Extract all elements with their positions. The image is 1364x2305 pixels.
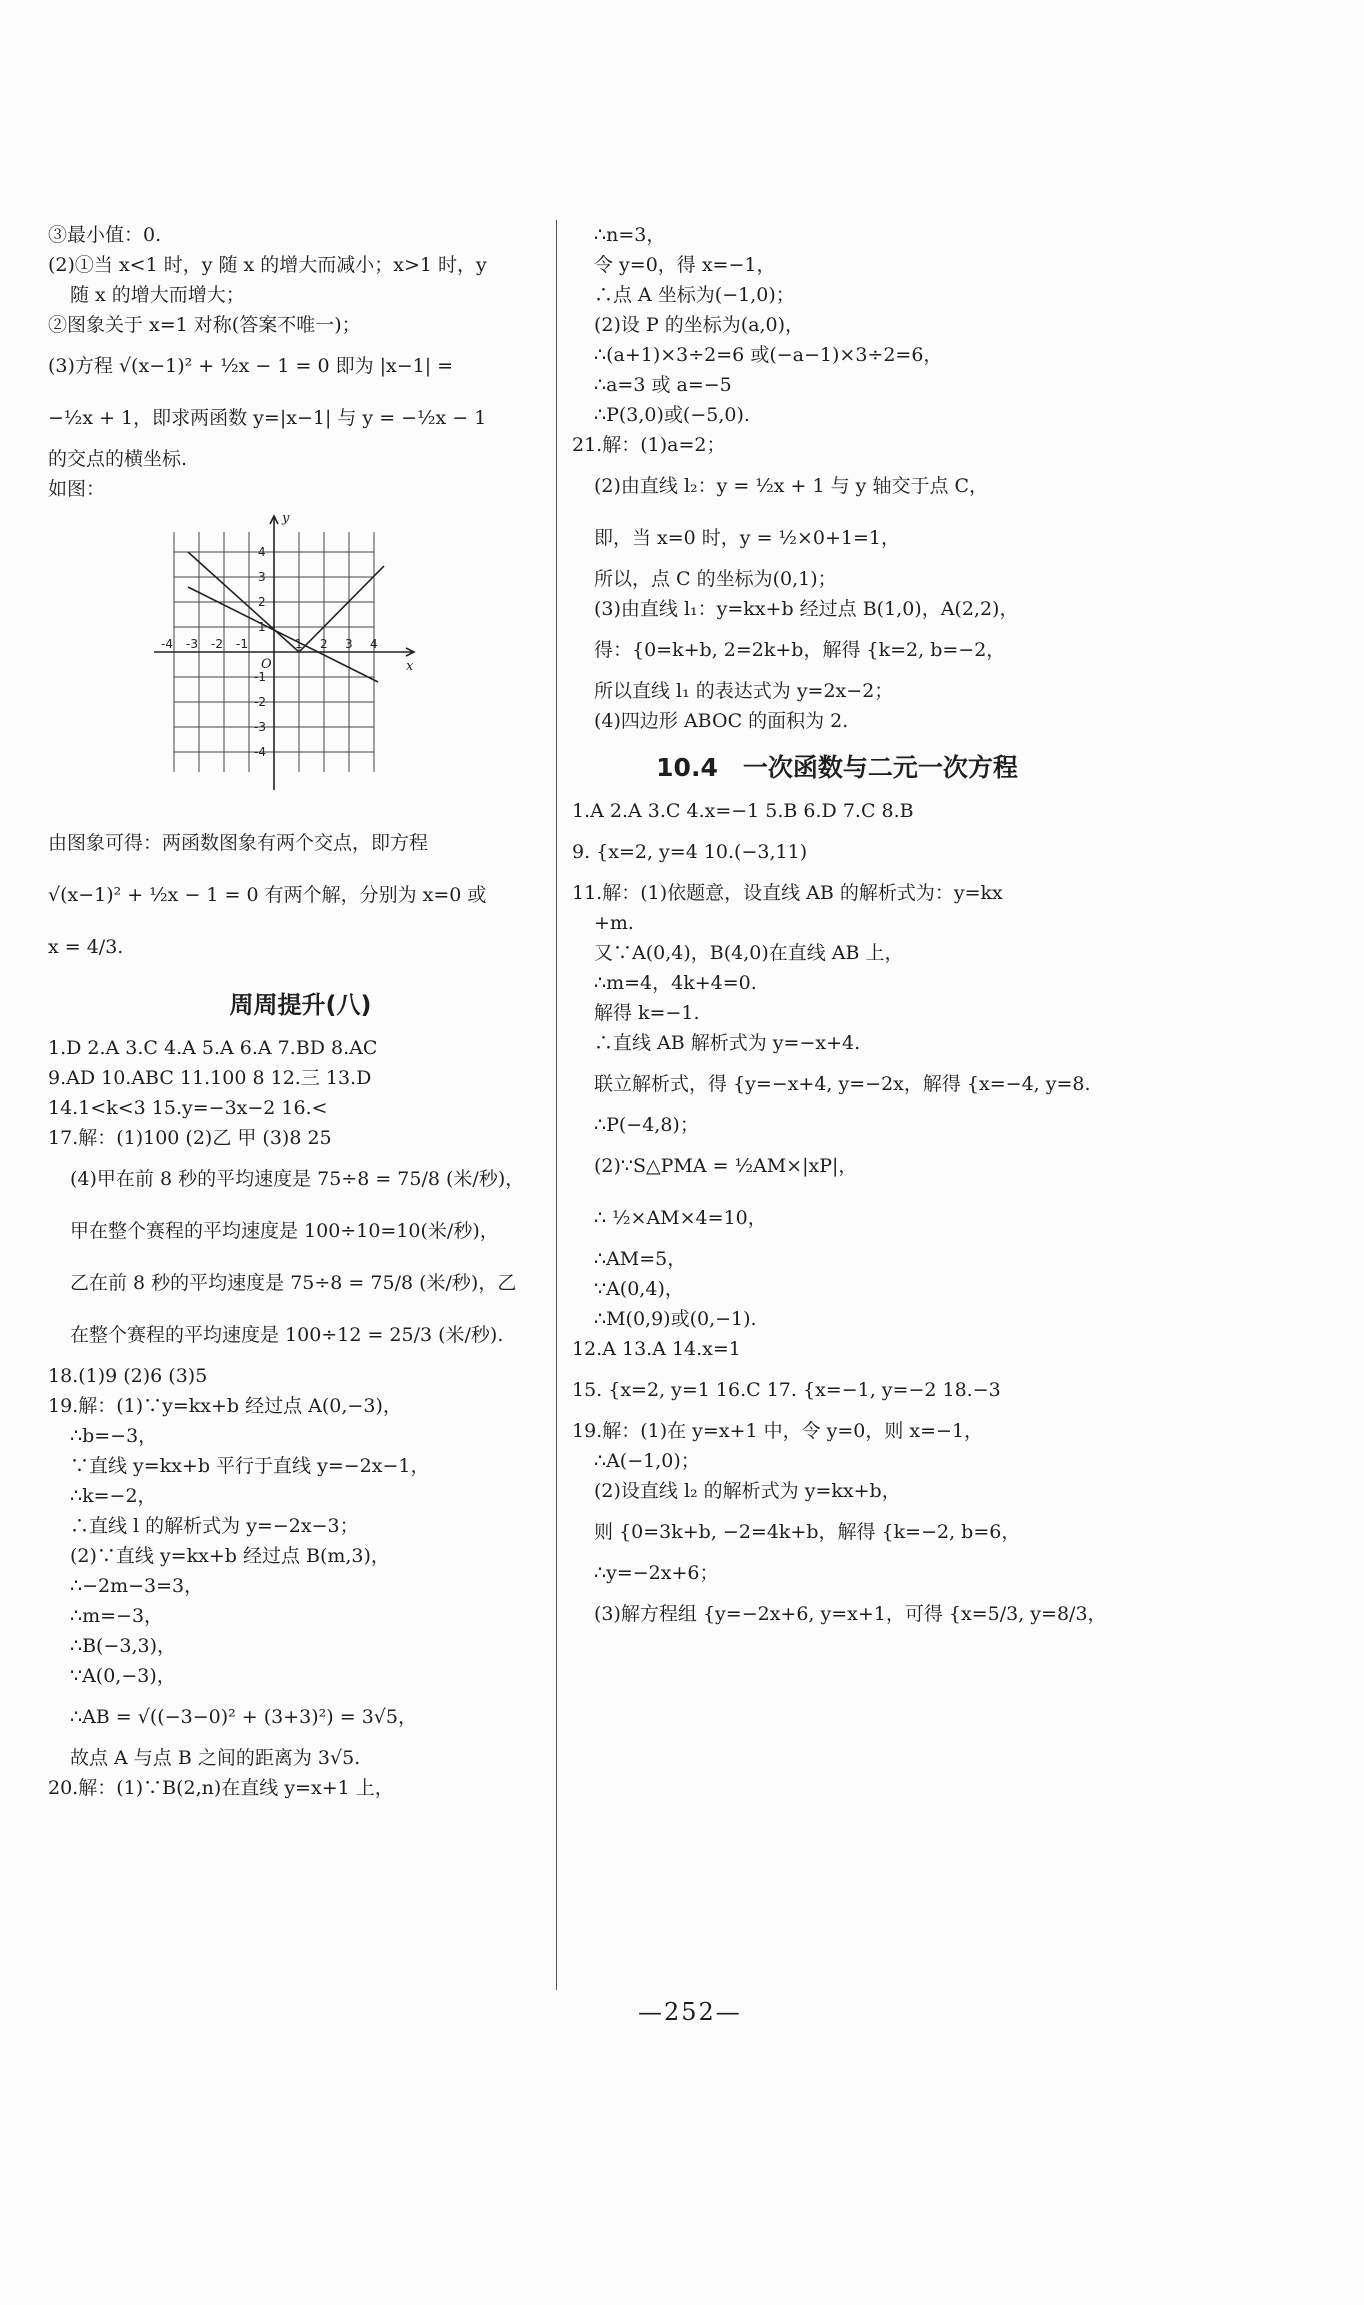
x-tick-label: -1	[236, 637, 248, 651]
text-line: ∴直线 AB 解析式为 y=−x+4.	[594, 1032, 861, 1054]
text-line: 解得 k=−1.	[594, 1002, 700, 1024]
text-line: 20.解：(1)∵B(2,n)在直线 y=x+1 上，	[48, 1777, 394, 1799]
y-tick-label: 3	[258, 570, 266, 584]
text-line: 的交点的横坐标.	[48, 448, 188, 470]
text-line: 18.(1)9 (2)6 (3)5	[48, 1365, 208, 1387]
text-line: ∴b=−3，	[70, 1425, 158, 1447]
text-line: 21.解：(1)a=2；	[572, 434, 726, 456]
text-line: 故点 A 与点 B 之间的距离为 3√5.	[70, 1747, 361, 1769]
text-line: (4)甲在前 8 秒的平均速度是 75÷8 = 75/8 (米/秒)，	[70, 1168, 525, 1190]
text-line: (2)设直线 l₂ 的解析式为 y=kx+b，	[594, 1480, 901, 1502]
y-tick-label: -3	[254, 720, 266, 734]
text-line: 令 y=0，得 x=−1，	[594, 254, 776, 276]
text-line: √(x−1)² + ½x − 1 = 0 有两个解，分别为 x=0 或	[48, 884, 487, 906]
text-line: 1.A 2.A 3.C 4.x=−1 5.B 6.D 7.C 8.B	[572, 800, 914, 822]
section-title: 10.4 一次函数与二元一次方程	[656, 753, 1018, 782]
right-column	[572, 220, 1107, 1640]
y-tick-label: -2	[254, 695, 266, 709]
text-line: (2)∵直线 y=kx+b 经过点 B(m,3)，	[70, 1545, 390, 1567]
text-line: 19.解：(1)∵y=kx+b 经过点 A(0,−3)，	[48, 1395, 402, 1417]
text-line: ∵A(0,4)，	[594, 1278, 684, 1300]
text-line: 所以直线 l₁ 的表达式为 y=2x−2；	[594, 680, 894, 702]
text-line: 15. {x=2, y=1 16.C 17. {x=−1, y=−2 18.−3	[572, 1379, 1001, 1401]
x-tick-label: -2	[211, 637, 223, 651]
text-line: ∴P(3,0)或(−5,0).	[594, 404, 750, 426]
text-line: 9. {x=2, y=4 10.(−3,11)	[572, 841, 808, 863]
text-line: ∴m=4，4k+4=0.	[594, 972, 757, 994]
text-line: (2)由直线 l₂：y = ½x + 1 与 y 轴交于点 C，	[594, 475, 989, 497]
text-line: (3)方程 √(x−1)² + ½x − 1 = 0 即为 |x−1| =	[48, 355, 454, 377]
text-line: ∴m=−3，	[70, 1605, 164, 1627]
text-line: ∴直线 l 的解析式为 y=−2x−3；	[70, 1515, 359, 1537]
y-tick-label: 1	[258, 620, 266, 634]
text-line: (2)∵S△PMA = ½AM×|xP|，	[594, 1155, 858, 1177]
text-line: 由图象可得：两函数图象有两个交点，即方程	[48, 832, 429, 854]
text-line: ∵直线 y=kx+b 平行于直线 y=−2x−1，	[70, 1455, 430, 1477]
text-line: (3)由直线 l₁：y=kx+b 经过点 B(1,0)，A(2,2)，	[594, 598, 1019, 620]
text-line: ∴n=3，	[594, 224, 666, 246]
y-tick-label: 4	[258, 545, 266, 559]
text-line: 甲在整个赛程的平均速度是 100÷10=10(米/秒)，	[70, 1220, 499, 1242]
text-line: 得：{0=k+b, 2=2k+b，解得 {k=2, b=−2，	[594, 639, 1006, 661]
text-line: (2)①当 x<1 时，y 随 x 的增大而减小；x>1 时，y	[48, 254, 487, 276]
text-line: ∵A(0,−3)，	[70, 1665, 176, 1687]
text-line: −½x + 1，即求两函数 y=|x−1| 与 y = −½x − 1	[48, 407, 487, 429]
text-line: 如图：	[48, 478, 106, 500]
y-tick-label: 2	[258, 595, 266, 609]
text-line: ∴P(−4,8)；	[594, 1114, 699, 1136]
text-line: ∴AM=5，	[594, 1248, 687, 1270]
text-line: 11.解：(1)依题意，设直线 AB 的解析式为：y=kx	[572, 882, 1003, 904]
text-line: 1.D 2.A 3.C 4.A 5.A 6.A 7.BD 8.AC	[48, 1037, 378, 1059]
left-column	[48, 220, 553, 1803]
text-line: 联立解析式，得 {y=−x+4, y=−2x，解得 {x=−4, y=8.	[594, 1073, 1091, 1095]
x-tick-label: 4	[370, 637, 378, 651]
text-line: 则 {0=3k+b, −2=4k+b，解得 {k=−2, b=6，	[594, 1521, 1021, 1543]
column-divider	[556, 220, 557, 1990]
x-axis-label: x	[406, 659, 414, 674]
text-line: 19.解：(1)在 y=x+1 中，令 y=0，则 x=−1，	[572, 1420, 984, 1442]
text-line: ∴ ½×AM×4=10，	[594, 1207, 767, 1229]
page-number: —252—	[638, 1998, 742, 2026]
function-graph	[144, 510, 444, 800]
text-line: ②图象关于 x=1 对称(答案不唯一)；	[48, 314, 361, 336]
text-line: ∴k=−2，	[70, 1485, 157, 1507]
text-line: +m.	[594, 912, 634, 934]
y-tick-label: -1	[254, 670, 266, 684]
text-line: ∴点 A 坐标为(−1,0)；	[594, 284, 795, 306]
text-line: ∴y=−2x+6；	[594, 1562, 719, 1584]
origin-label: O	[261, 657, 272, 672]
x-tick-label: 2	[320, 637, 328, 651]
y-axis-label: y	[282, 511, 290, 526]
text-line: ∴−2m−3=3，	[70, 1575, 204, 1597]
text-line: x = 4/3.	[48, 936, 124, 958]
text-line: ∴B(−3,3)，	[70, 1635, 177, 1657]
text-line: 在整个赛程的平均速度是 100÷12 = 25/3 (米/秒).	[70, 1324, 504, 1346]
text-line: (2)设 P 的坐标为(a,0)，	[594, 314, 805, 336]
text-line: ∴a=3 或 a=−5	[594, 374, 732, 396]
text-line: 乙在前 8 秒的平均速度是 75÷8 = 75/8 (米/秒)，乙	[70, 1272, 517, 1294]
y-tick-label: -4	[254, 745, 266, 759]
text-line: 随 x 的增大而增大；	[70, 284, 245, 306]
text-line: 9.AD 10.ABC 11.100 8 12.三 13.D	[48, 1067, 372, 1089]
text-line: (3)解方程组 {y=−2x+6, y=x+1，可得 {x=5/3, y=8/3，	[594, 1603, 1107, 1625]
text-line: ③最小值：0.	[48, 224, 162, 246]
text-line: ∴(a+1)×3÷2=6 或(−a−1)×3÷2=6，	[594, 344, 943, 366]
x-tick-label: -3	[186, 637, 198, 651]
text-line: ∴M(0,9)或(0,−1).	[594, 1308, 757, 1330]
text-line: 又∵A(0,4)，B(4,0)在直线 AB 上，	[594, 942, 904, 964]
x-tick-label: 1	[295, 637, 303, 651]
text-line: ∴AB = √((−3−0)² + (3+3)²) = 3√5，	[70, 1706, 417, 1728]
x-tick-label: -4	[161, 637, 173, 651]
text-line: ∴A(−1,0)；	[594, 1450, 700, 1472]
x-tick-label: 3	[345, 637, 353, 651]
section-title: 周周提升(八)	[229, 991, 372, 1019]
text-line: 即，当 x=0 时，y = ½×0+1=1，	[594, 527, 900, 549]
text-line: 所以，点 C 的坐标为(0,1)；	[594, 568, 837, 590]
text-line: 14.1<k<3 15.y=−3x−2 16.<	[48, 1097, 328, 1119]
text-line: 17.解：(1)100 (2)乙 甲 (3)8 25	[48, 1127, 332, 1149]
text-line: 12.A 13.A 14.x=1	[572, 1338, 741, 1360]
text-line: (4)四边形 ABOC 的面积为 2.	[594, 710, 849, 732]
